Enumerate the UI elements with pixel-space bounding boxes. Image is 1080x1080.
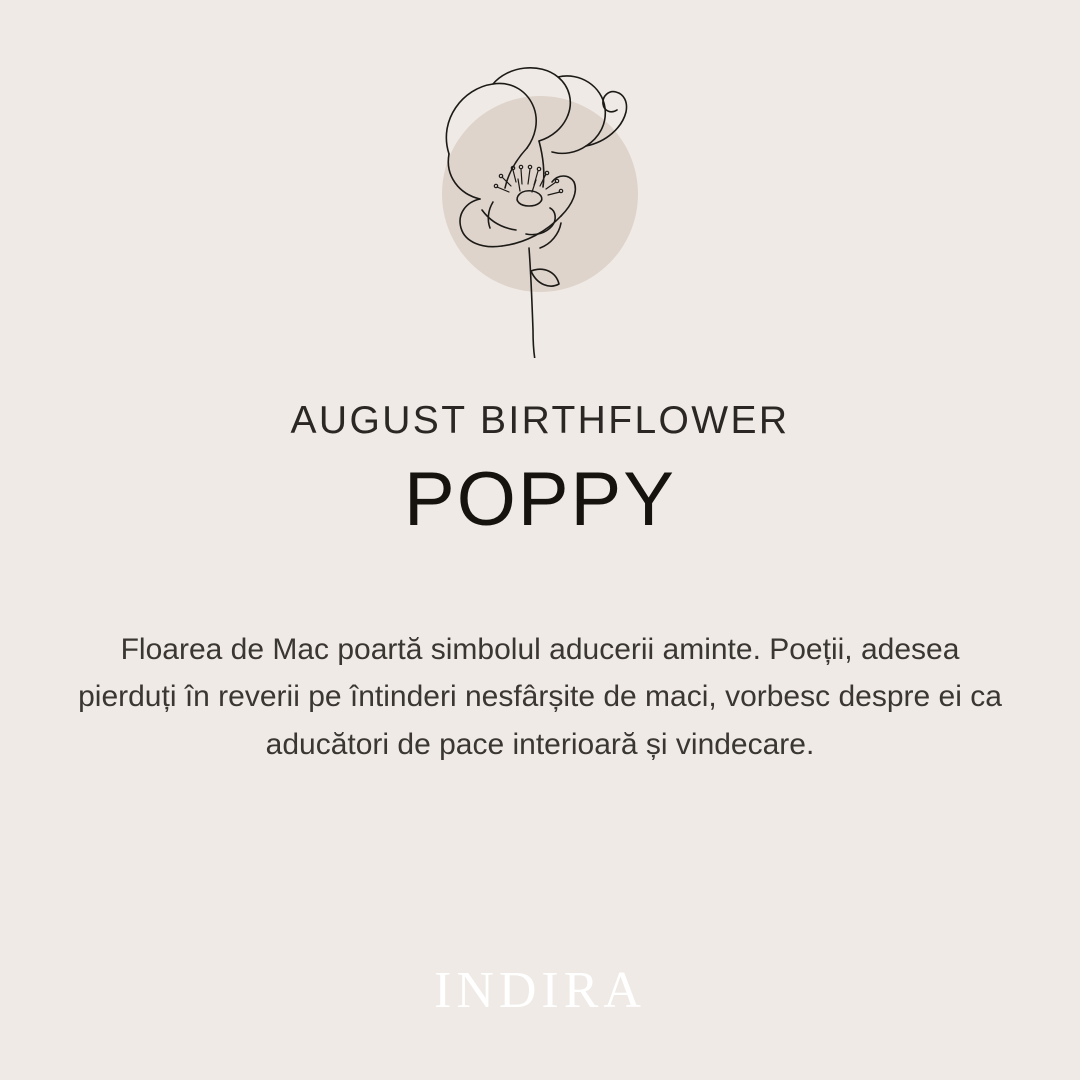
title-block: [0, 400, 1080, 542]
description-text: Floarea de Mac poartă simbolul aducerii aminte. Poeții, adesea pierduți în reverii pe întinderi nesfârșite de maci, vorbesc despre ei ca aducători de pace interioară și vindecare.: [78, 633, 1002, 761]
page-title: POPPY: [404, 456, 676, 542]
illustration-container: [330, 58, 750, 358]
brand-logo: INDIRA: [434, 962, 646, 1019]
kicker-text: AUGUST BIRTHFLOWER: [290, 399, 790, 442]
poppy-flower-icon: [330, 58, 750, 358]
